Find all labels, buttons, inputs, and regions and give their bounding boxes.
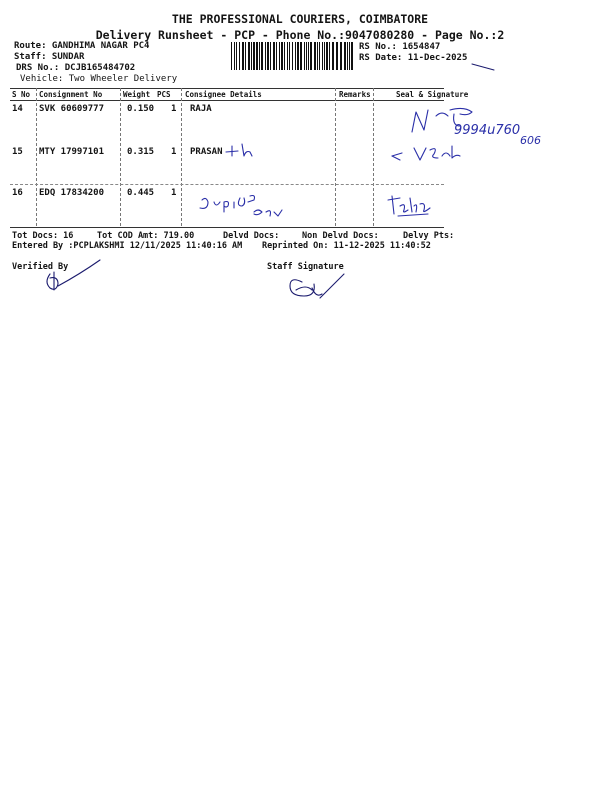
non-delivered-docs: Non Delvd Docs: [302, 231, 379, 241]
vehicle-label: Vehicle: Two Wheeler Delivery [20, 74, 178, 84]
barcode-bar [253, 42, 255, 70]
header-weight: Weight [123, 90, 151, 99]
row-consignment: SVK 60609777 [39, 104, 105, 114]
col-separator [120, 88, 121, 226]
row-sno: 15 [12, 147, 23, 157]
row-consignee: RAJA [190, 104, 212, 114]
verified-by-label: Verified By [12, 262, 69, 272]
barcode-bar [289, 42, 290, 70]
row-consignee: PRASAN [190, 147, 223, 157]
header-consignee: Consignee Details [185, 90, 262, 99]
col-separator [335, 88, 336, 226]
barcode-icon [230, 42, 356, 70]
barcode-bar [239, 42, 240, 70]
barcode-bar [319, 42, 320, 70]
staff-signature [282, 268, 352, 308]
row-weight: 0.445 [127, 188, 155, 198]
company-title: THE PROFESSIONAL COURIERS, COIMBATORE [171, 12, 429, 26]
row-pcs: 1 [171, 104, 177, 114]
barcode-bar [347, 42, 348, 70]
barcode-bar [332, 42, 334, 70]
barcode-bar [306, 42, 307, 70]
barcode-bar [292, 42, 293, 70]
entered-by: Entered By :PCPLAKSHMI 12/11/2025 11:40:16 AM [12, 241, 243, 251]
barcode-bar [265, 42, 266, 70]
header-sno: S No [12, 90, 31, 99]
row-pcs: 1 [171, 188, 177, 198]
rs-date: RS Date: 11-Dec-2025 [359, 53, 468, 63]
barcode-bar [279, 42, 280, 70]
row-weight: 0.150 [127, 104, 155, 114]
header-seal: Seal & Signature [396, 90, 469, 99]
header-pcs: PCS [157, 90, 171, 99]
barcode-bar [281, 42, 283, 70]
handwritten-number-2: 606 [520, 134, 541, 147]
barcode-bar [329, 42, 330, 70]
col-separator [181, 88, 182, 226]
delivered-docs: Delvd Docs: [223, 231, 280, 241]
barcode-bar [349, 42, 350, 70]
barcode-bar [270, 42, 271, 70]
total-docs: Tot Docs: 16 [12, 231, 74, 241]
delivery-points: Delvy Pts: [403, 231, 455, 241]
barcode-bar [324, 42, 325, 70]
barcode-bar [284, 42, 285, 70]
barcode-bar [234, 42, 235, 70]
handwritten-number: 9994u760 [454, 123, 521, 138]
barcode-bar [236, 42, 237, 70]
table-top-rule [10, 88, 444, 89]
barcode-bar [248, 42, 250, 70]
row-weight: 0.315 [127, 147, 155, 157]
header-consignment: Consignment No [39, 90, 103, 99]
barcode-bar [297, 42, 299, 70]
row16-consignee-handwriting [196, 192, 306, 224]
table-bottom-rule [10, 227, 444, 228]
barcode-bar [340, 42, 342, 70]
drs-number: DRS No.: DCJB165484702 [16, 63, 136, 73]
row-pcs: 1 [171, 147, 177, 157]
barcode-bar [326, 42, 328, 70]
verified-by-signature [40, 258, 110, 298]
barcode-bar [242, 42, 244, 70]
row-sno: 16 [12, 188, 23, 198]
row15-consignee-handwriting [224, 142, 264, 160]
barcode-bar [314, 42, 316, 70]
pen-mark [470, 62, 500, 74]
barcode-bar [276, 42, 277, 70]
barcode-bar [259, 42, 260, 70]
barcode-bar [344, 42, 346, 70]
runsheet-subtitle: Delivery Runsheet - PCP - Phone No.:9047080280 - Page No.:2 [95, 28, 505, 42]
barcode-bar [351, 42, 353, 70]
barcode-bar [308, 42, 309, 70]
barcode-bar [231, 42, 232, 70]
barcode-bar [310, 42, 312, 70]
barcode-bar [300, 42, 302, 70]
barcode-bar [295, 42, 296, 70]
row-separator [10, 184, 444, 185]
staff-signature-label: Staff Signature [267, 262, 344, 272]
row16-seal-handwriting [388, 192, 448, 220]
staff-label: Staff: SUNDAR [14, 52, 85, 62]
row-sno: 14 [12, 104, 23, 114]
row14-seal-handwriting [402, 104, 552, 147]
barcode-bar [317, 42, 318, 70]
row-consignment: MTY 17997101 [39, 147, 105, 157]
barcode-bar [267, 42, 269, 70]
barcode-bar [336, 42, 338, 70]
route-label: Route: GANDHIMA NAGAR PC4 [14, 41, 150, 51]
rs-number: RS No.: 1654847 [359, 42, 441, 52]
barcode-bar [256, 42, 258, 70]
reprinted-on: Reprinted On: 11-12-2025 11:40:52 [262, 241, 431, 251]
col-separator [373, 88, 374, 226]
barcode-bar [273, 42, 275, 70]
barcode-bar [245, 42, 246, 70]
col-separator [36, 88, 37, 226]
barcode-bar [251, 42, 252, 70]
row15-seal-handwriting [390, 142, 470, 166]
row-consignment: EDQ 17834200 [39, 188, 105, 198]
barcode-bar [261, 42, 263, 70]
barcode-bar [287, 42, 288, 70]
header-remarks: Remarks [339, 90, 371, 99]
barcode-bar [304, 42, 305, 70]
barcode-bar [322, 42, 323, 70]
table-header-rule [10, 100, 444, 101]
total-cod: Tot COD Amt: 719.00 [97, 231, 195, 241]
